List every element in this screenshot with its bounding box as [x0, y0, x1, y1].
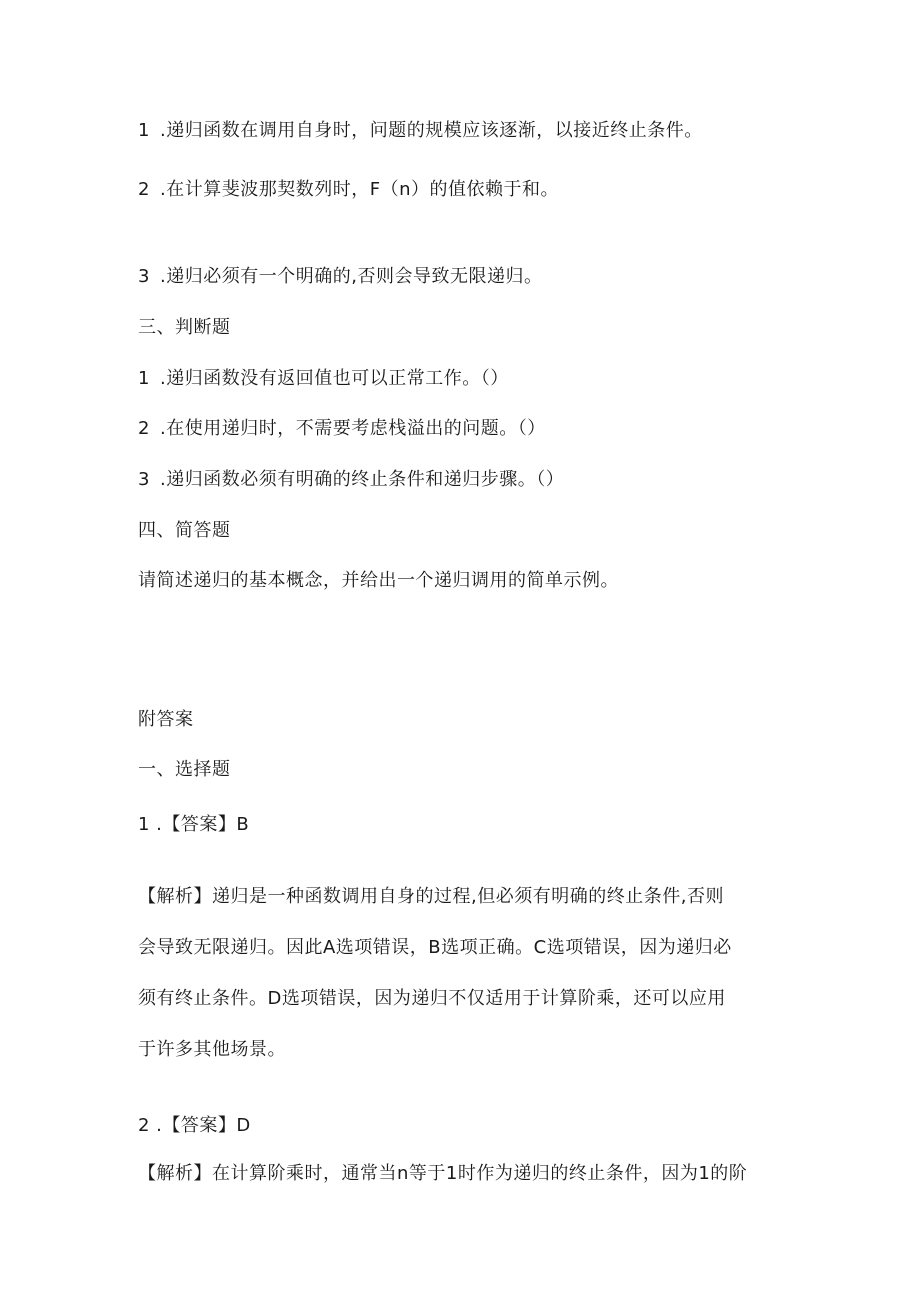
analysis-line: 于许多其他场景。 [138, 1039, 286, 1060]
fill-blank-item-2 [138, 177, 559, 203]
item-number: 1 [138, 120, 150, 141]
answer-analysis-2 [138, 1161, 793, 1212]
item-number: 1 [138, 368, 150, 389]
judgement-item-2 [138, 416, 546, 442]
item-text: .递归函数没有返回值也可以正常工作。（） [160, 368, 509, 389]
analysis-line: 会导致无限递归。因此A选项错误，B选项正确。C选项错误，因为递归必 [138, 937, 732, 958]
item-text: .在使用递归时，不需要考虑栈溢出的问题。（） [160, 418, 546, 439]
section-heading-short-answer: 四、简答题 [138, 520, 231, 541]
analysis-line: 【解析】在计算阶乘时，通常当n等于1时作为递归的终止条件，因为1的阶 [138, 1163, 748, 1184]
item-text: .在计算斐波那契数列时，F（n）的值依赖于和。 [160, 179, 559, 200]
item-text: .递归函数必须有明确的终止条件和递归步骤。（） [160, 469, 565, 490]
fill-blank-item-1 [138, 118, 703, 144]
analysis-line: 须有终止条件。D选项错误，因为递归不仅适用于计算阶乘，还可以应用 [138, 988, 726, 1009]
answers-heading: 附答案 [138, 709, 194, 730]
item-number: 3 [138, 266, 150, 287]
answer-label-2: 2 .【答案】D [138, 1115, 251, 1136]
fill-blank-item-3 [138, 264, 542, 290]
answer-analysis-1 [138, 884, 793, 1088]
section-heading-judgement: 三、判断题 [138, 317, 231, 338]
item-number: 2 [138, 418, 150, 439]
item-text: .递归函数在调用自身时，问题的规模应该逐渐，以接近终止条件。 [160, 120, 703, 141]
analysis-line: 【解析】递归是一种函数调用自身的过程,但必须有明确的终止条件,否则 [138, 886, 724, 907]
judgement-item-3 [138, 467, 564, 493]
item-text: .递归必须有一个明确的,否则会导致无限递归。 [160, 266, 543, 287]
judgement-item-1 [138, 366, 509, 392]
answers-section-heading: 一、选择题 [138, 759, 231, 780]
short-answer-question: 请简述递归的基本概念，并给出一个递归调用的简单示例。 [138, 570, 619, 591]
item-number: 3 [138, 469, 150, 490]
answer-label-1: 1 .【答案】B [138, 814, 250, 835]
item-number: 2 [138, 179, 150, 200]
